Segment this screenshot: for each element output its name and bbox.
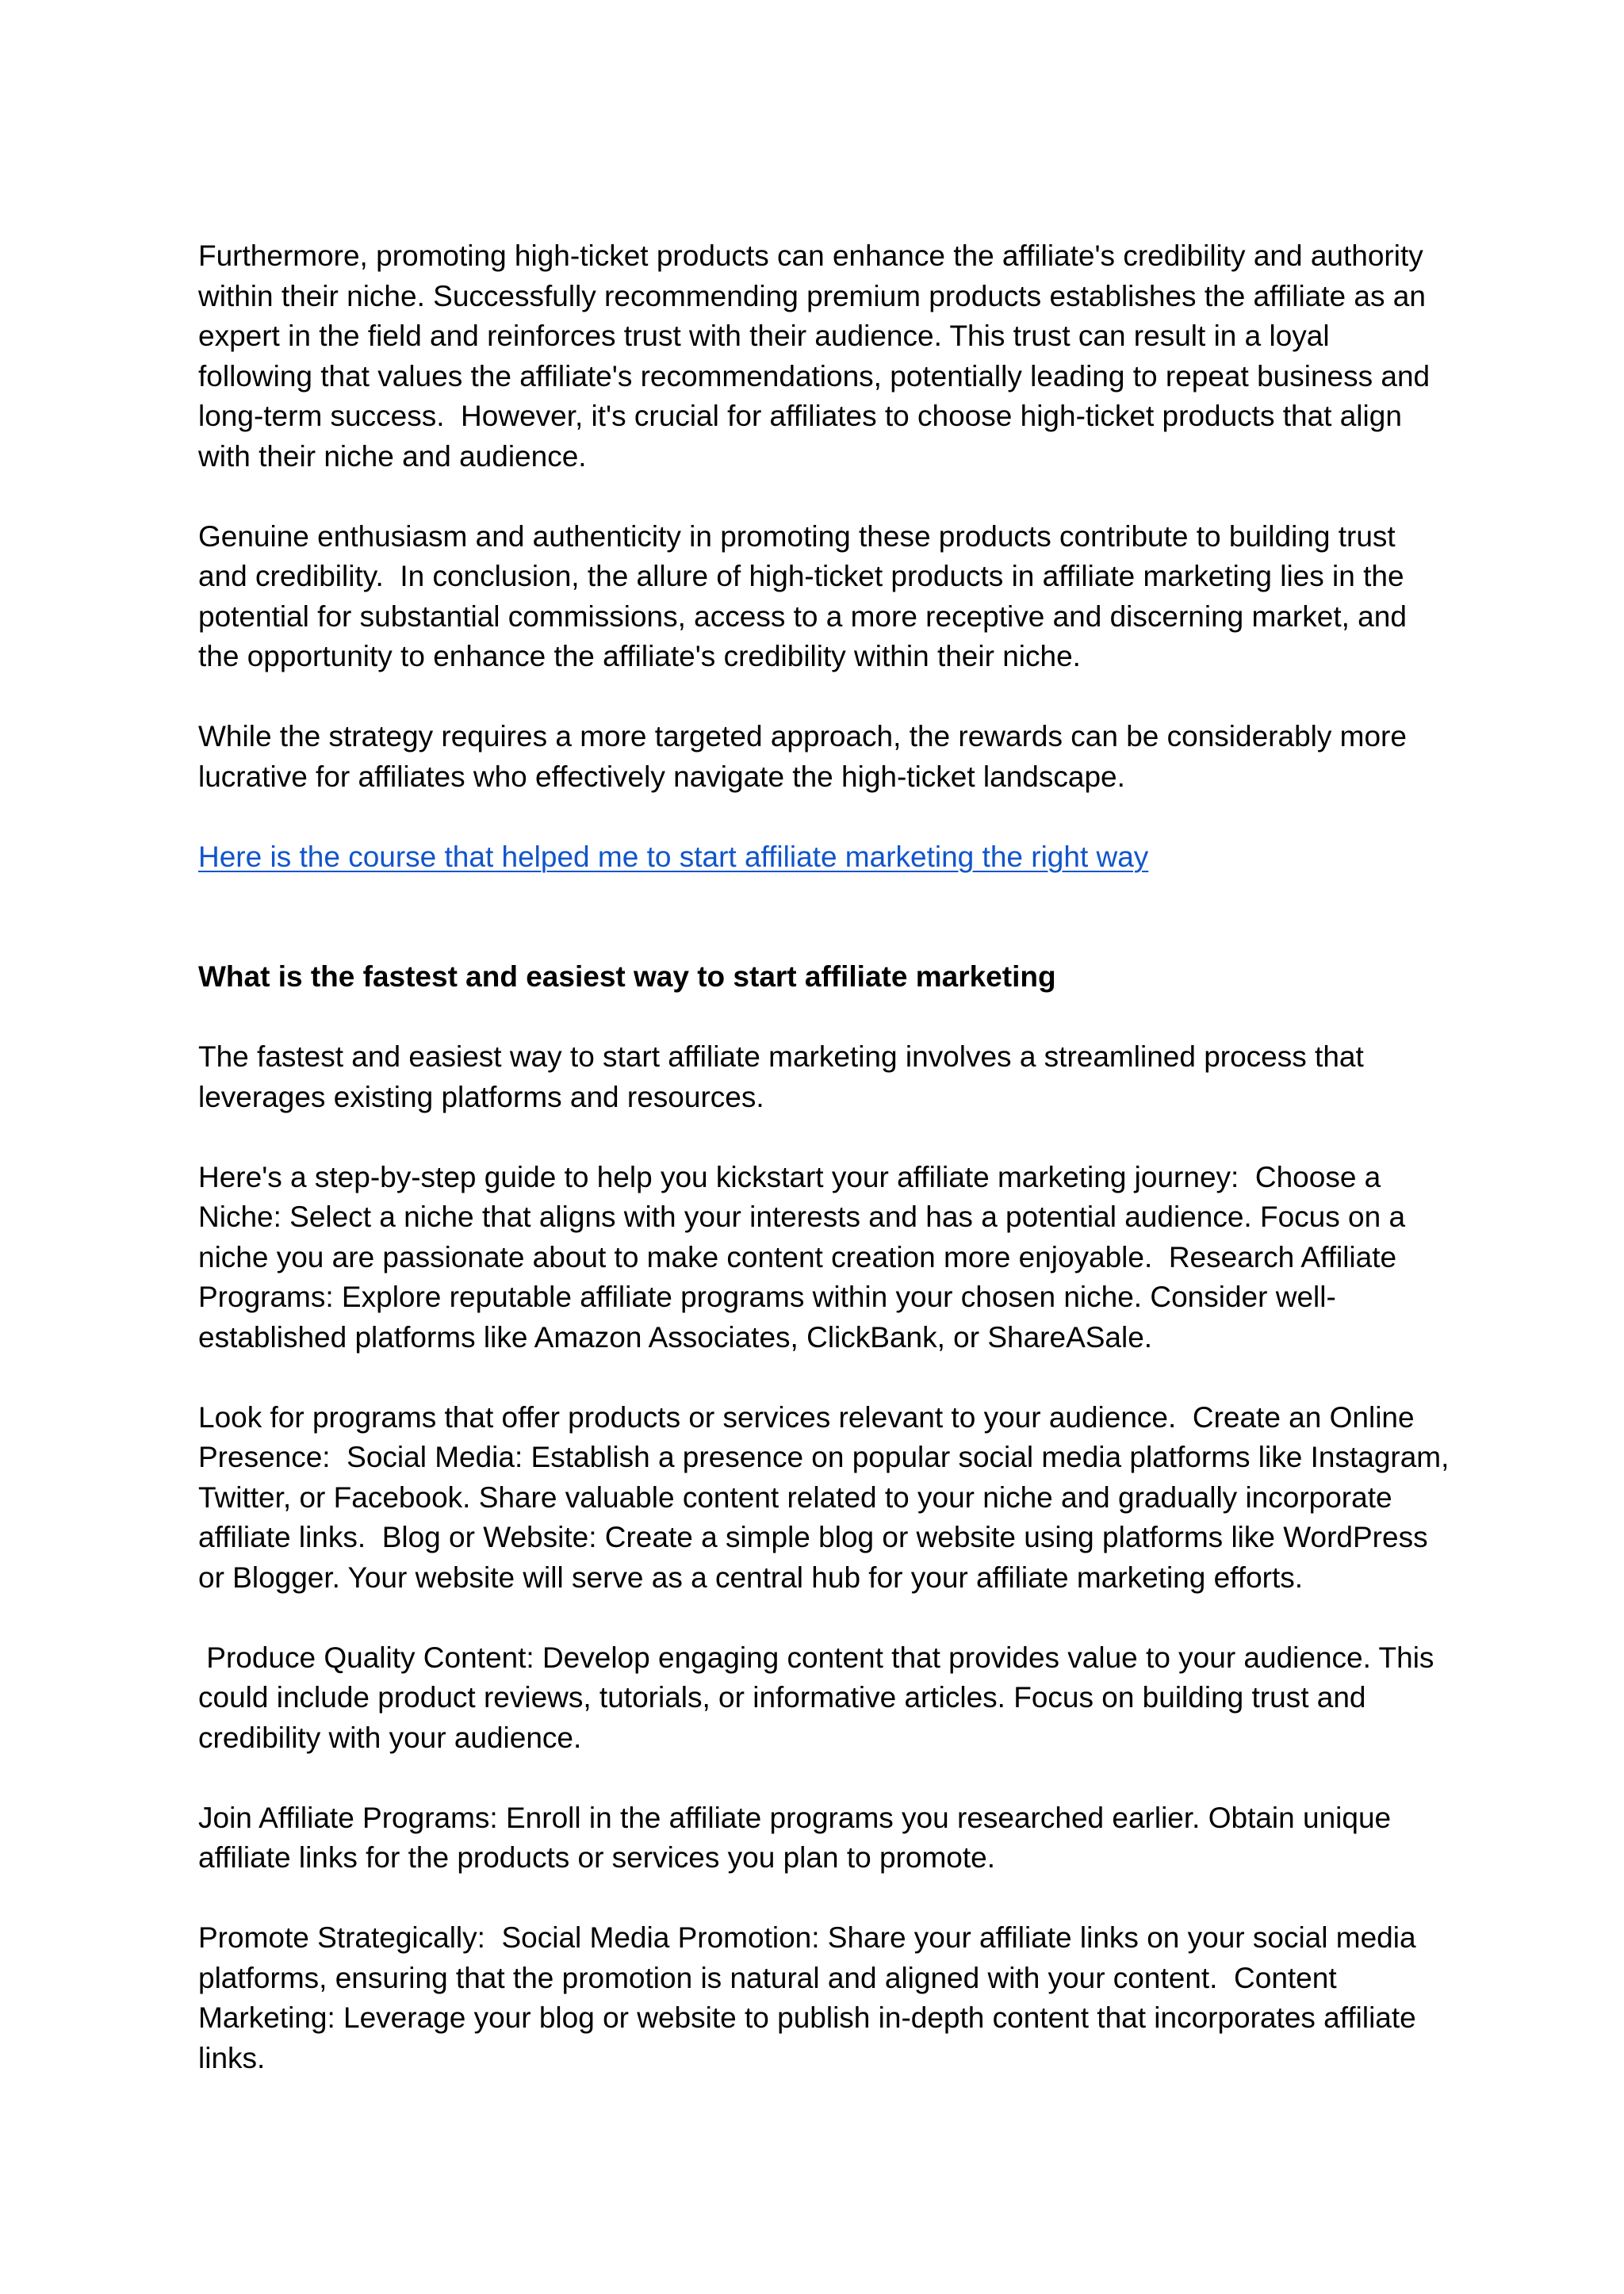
- paragraph-quality-content: Produce Quality Content: Develop engaging content that provides value to your audience. This could include product reviews, tutorials, or informative articles. Focus on building trust and credibility with your audience.: [198, 1641, 1442, 1754]
- section-heading: What is the fastest and easiest way to start affiliate marketing: [198, 960, 1056, 993]
- document-body: [198, 236, 1457, 2119]
- paragraph-strategy: While the strategy requires a more targeted approach, the rewards can be considerably more lucrative for affiliates who effectively navigate the high-ticket landscape.: [198, 720, 1415, 793]
- paragraph-promote-strategically: Promote Strategically: Social Media Promotion: Share your affiliate links on your social media platforms, ensuring that the promotion is natural and aligned with your content. Content Marketing: Leverage your blog or website to publish in-depth content that incorporates affiliate links.: [198, 1921, 1425, 2074]
- course-link[interactable]: Here is the course that helped me to start affiliate marketing the right way: [198, 840, 1149, 873]
- paragraph-step-guide: Here's a step-by-step guide to help you kickstart your affiliate marketing journey: Choose a Niche: Select a niche that aligns with your interests and has a potential audience. Focus on a niche you are passionate about to make content creation more enjoyable. Research Affiliate Programs: Explore reputable affiliate programs within your chosen niche. Consider well-established platforms like Amazon Associates, ClickBank, or ShareASale.: [198, 1160, 1414, 1354]
- course-link-paragraph: [198, 837, 1451, 878]
- paragraph-join-programs: Join Affiliate Programs: Enroll in the affiliate programs you researched earlier. Obtain unique affiliate links for the products or services you plan to promote.: [198, 1801, 1400, 1874]
- paragraph-conclusion: Genuine enthusiasm and authenticity in promoting these products contribute to building trust and credibility. In conclusion, the allure of high-ticket products in affiliate marketing lies in the potential for substantial commissions, access to a more receptive and discerning market, and the opportunity to enhance the affiliate's credibility within their niche.: [198, 519, 1415, 672]
- paragraph-online-presence: Look for programs that offer products or services relevant to your audience. Create an Online Presence: Social Media: Establish a presence on popular social media platforms like Instagram, Twitter, or Facebook. Share valuable content related to your niche and gradually incorporate affiliate links. Blog or Website: Create a simple blog or website using platforms like WordPress or Blogger. Your website will serve as a central hub for your affiliate marketing efforts.: [198, 1400, 1457, 1594]
- paragraph-credibility: Furthermore, promoting high-ticket products can enhance the affiliate's credibility and authority within their niche. Successfully recommending premium products establishes the affiliate as an expert in the field and reinforces trust with their audience. This trust can result in a loyal following that values the affiliate's recommendations, potentially leading to repeat business and long-term success. However, it's crucial for affiliates to choose high-ticket products that align with their niche and audience.: [198, 239, 1438, 473]
- paragraph-intro: The fastest and easiest way to start affiliate marketing involves a streamlined process that leverages existing platforms and resources.: [198, 1040, 1373, 1113]
